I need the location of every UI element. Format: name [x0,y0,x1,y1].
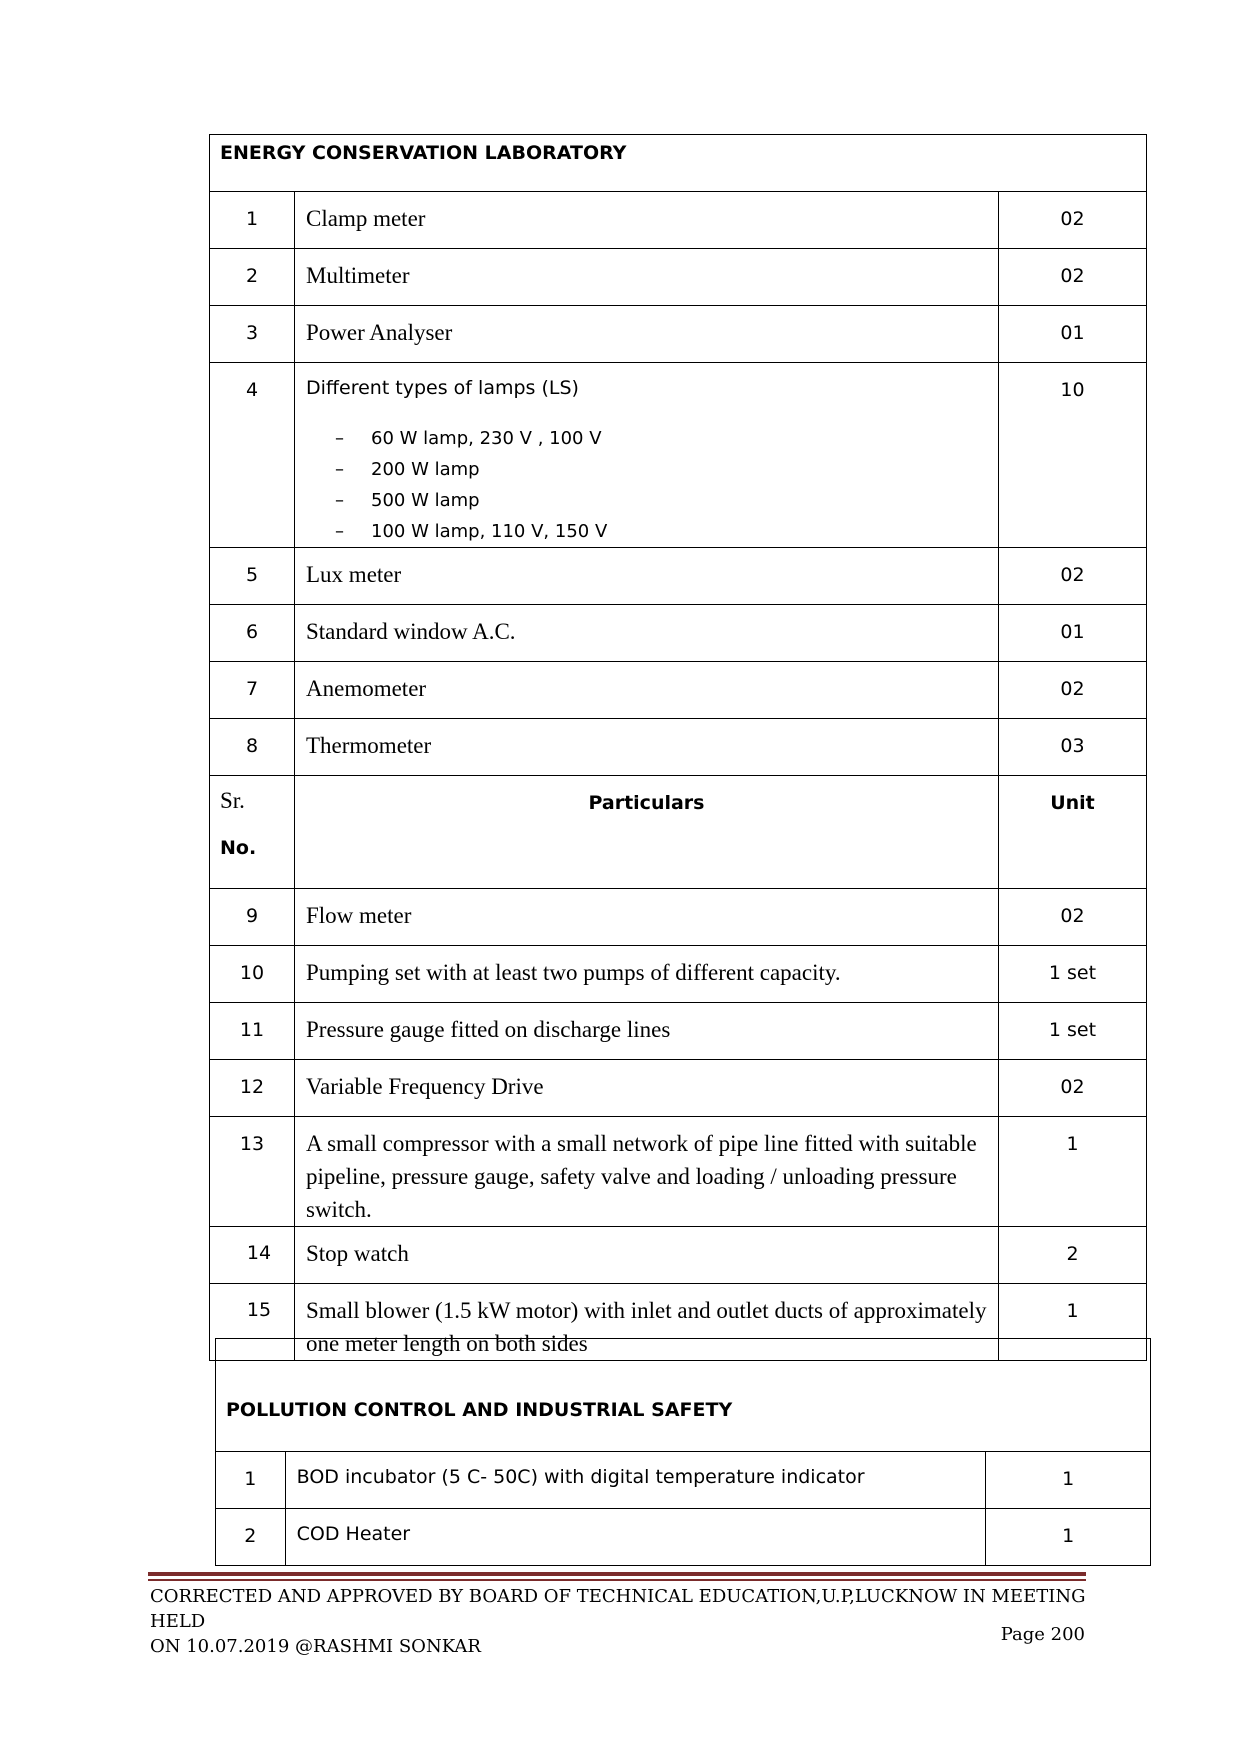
table-row [210,662,1147,719]
serial-number: 6 [245,621,259,643]
particular: Stop watch [306,1241,409,1266]
table-row [210,306,1147,363]
serial-number: 2 [245,265,259,287]
table-row [210,548,1147,605]
particular: Small blower (1.5 kW motor) with inlet and outlet ducts of approximately one meter length on both sides [306,1298,987,1356]
serial-number: 10 [239,962,265,984]
unit: 03 [1060,735,1085,757]
unit: 01 [1060,322,1085,344]
particular: Multimeter [306,263,410,288]
serial-number: 9 [245,905,259,927]
particular: Anemometer [306,676,427,701]
unit: 1 [1062,1525,1075,1547]
section-title: POLLUTION CONTROL AND INDUSTRIAL SAFETY [226,1399,733,1421]
table-row [216,1452,1151,1509]
unit: 1 [1066,1133,1079,1155]
unit: 1 set [1048,1019,1097,1041]
particular: BOD incubator (5 C- 50C) with digital temperature indicator [296,1466,865,1488]
serial-number: 8 [245,735,259,757]
table-row [210,1227,1147,1284]
list-item: – 200 W lamp [335,459,480,480]
table-row [210,192,1147,249]
list-item: – 60 W lamp, 230 V , 100 V [335,428,602,449]
table-row [210,889,1147,946]
unit: 02 [1060,208,1085,230]
section-title: ENERGY CONSERVATION LABORATORY [220,142,627,164]
particular: A small compressor with a small network of pipe line fitted with suitable pipeline, pressure gauge, safety valve and loading / unloading pressure switch. [306,1131,977,1222]
sr-header: Sr. [220,788,245,813]
serial-number: 1 [244,1468,257,1490]
table-row [210,1117,1147,1227]
table-row [210,249,1147,306]
table-row-lamps [210,363,1147,548]
list-item: – 500 W lamp [335,490,480,511]
unit: 1 [1066,1300,1079,1322]
footer-line-1: CORRECTED AND APPROVED BY BOARD OF TECHNICAL EDUCATION,U.P,LUCKNOW IN MEETING HELD [150,1586,1086,1632]
particular: Pressure gauge fitted on discharge lines [306,1017,671,1042]
particular: Clamp meter [306,206,426,231]
table-row [210,605,1147,662]
footer-divider [148,1572,1086,1576]
lamp-list [335,423,998,547]
section-header-row [210,135,1147,192]
serial-number: 14 [246,1242,272,1264]
table-row [210,946,1147,1003]
unit: 02 [1060,564,1085,586]
footer-text [150,1584,1090,1659]
table-row [216,1509,1151,1566]
serial-number: 15 [246,1299,272,1321]
energy-conservation-table [209,134,1147,1361]
table-row [210,1003,1147,1060]
section-header-row [216,1339,1151,1452]
unit: 02 [1060,678,1085,700]
serial-number: 3 [245,322,259,344]
unit-header: Unit [1050,792,1095,814]
list-item: – 100 W lamp, 110 V, 150 V [335,521,608,542]
table-row [210,1060,1147,1117]
page-number: Page 200 [1000,1624,1085,1645]
table-row [210,719,1147,776]
footer-divider-thin [148,1579,1086,1581]
unit: 1 [1062,1468,1075,1490]
unit: 01 [1060,621,1085,643]
particular: Pumping set with at least two pumps of different capacity. [306,960,841,985]
particular: Standard window A.C. [306,619,516,644]
particular: Flow meter [306,903,412,928]
serial-number: 12 [239,1076,265,1098]
footer-line-2: ON 10.07.2019 @RASHMI SONKAR [150,1636,481,1657]
unit: 02 [1060,265,1085,287]
serial-number: 5 [245,564,259,586]
particulars-header: Particulars [588,792,705,814]
serial-number: 1 [245,208,259,230]
particular: Different types of lamps (LS) [306,377,579,399]
serial-number: 4 [245,379,259,401]
particular: Lux meter [306,562,402,587]
particular: Power Analyser [306,320,453,345]
unit: 02 [1060,905,1085,927]
column-header-row [210,776,1147,889]
pollution-control-table [215,1338,1151,1566]
serial-number: 13 [239,1133,265,1155]
particular: Thermometer [306,733,432,758]
particular: Variable Frequency Drive [306,1074,544,1099]
serial-number: 7 [245,678,259,700]
unit: 10 [1060,379,1085,401]
particular: COD Heater [296,1523,411,1545]
serial-number: 11 [239,1019,265,1041]
unit: 1 set [1048,962,1097,984]
serial-number: 2 [244,1525,257,1547]
unit: 2 [1066,1243,1079,1265]
unit: 02 [1060,1076,1085,1098]
no-header: No. [220,837,257,859]
